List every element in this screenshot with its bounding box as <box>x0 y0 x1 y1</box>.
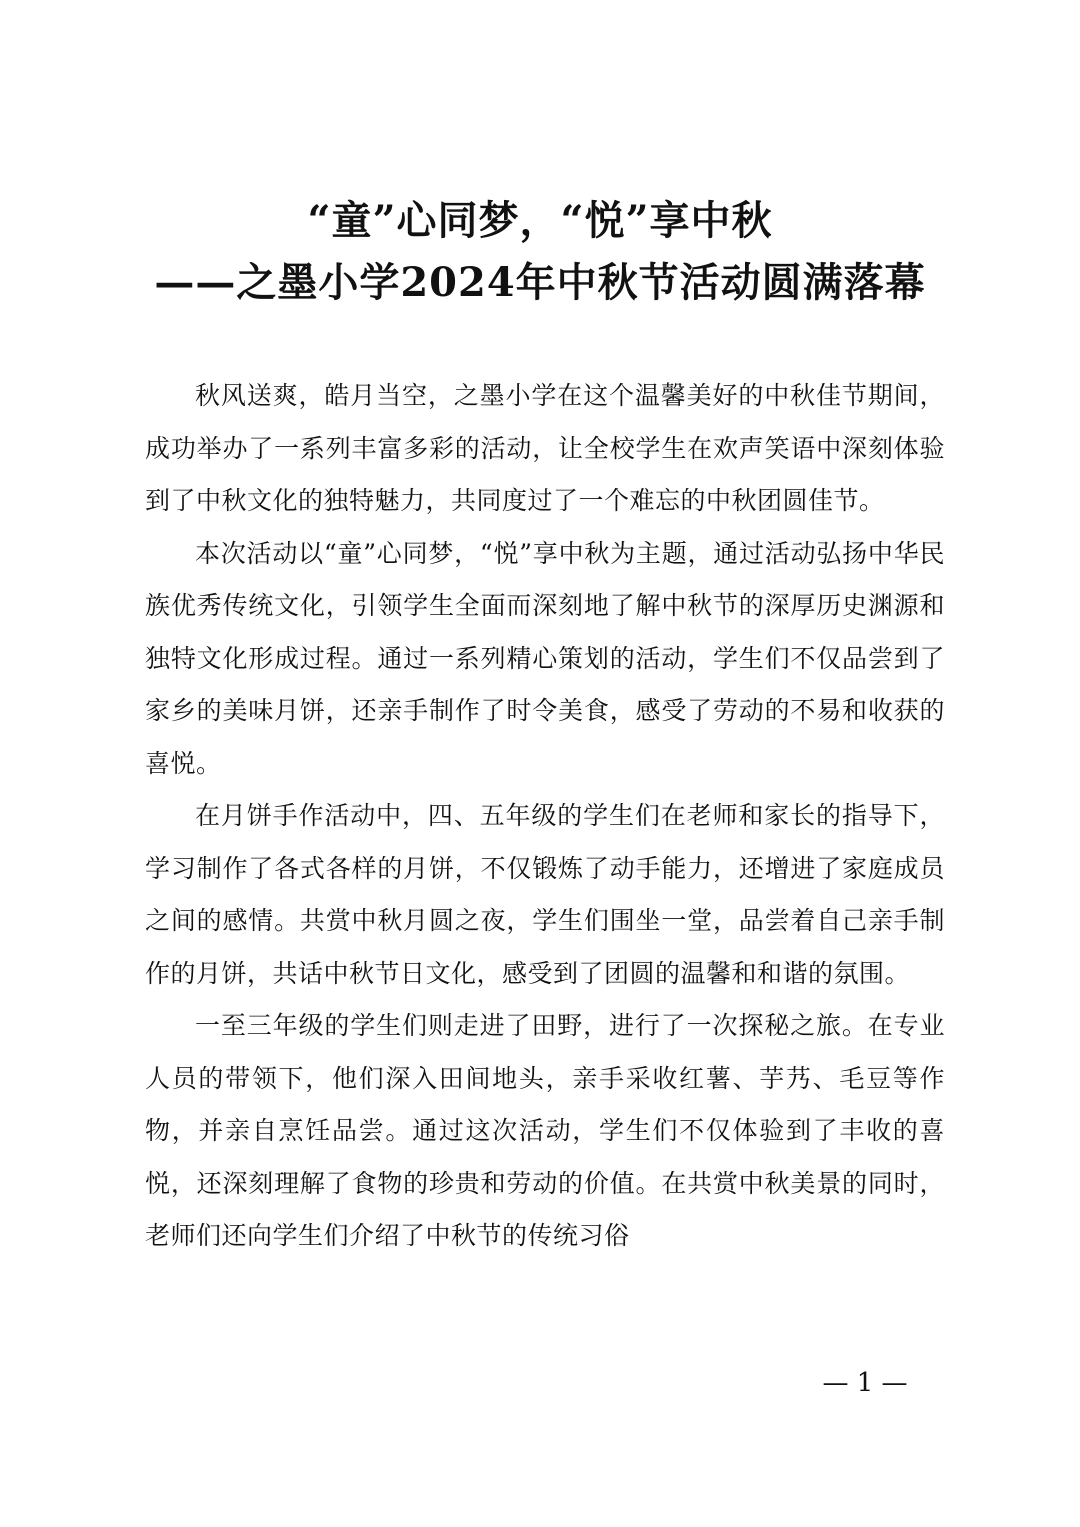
page-number: — 1 — <box>822 1368 908 1398</box>
paragraph-mooncake-activity: 在月饼手作活动中，四、五年级的学生们在老师和家长的指导下，学习制作了各式各样的月饼，不仅锻炼了动手能力，还增进了家庭成员之间的感情。共赏中秋月圆之夜，学生们围坐一堂，品尝着自己亲手制作的月饼，共话中秋节日文化，感受到了团圆的温馨和和谐的氛围。 <box>145 801 945 988</box>
title-block <box>100 190 980 314</box>
document-subtitle: ——之墨小学2024年中秋节活动圆满落幕 <box>154 259 926 306</box>
document-body <box>145 370 945 1263</box>
paragraph-theme: 本次活动以“童”心同梦，“悦”享中秋为主题，通过活动弘扬中华民族优秀传统文化，引领学生全面而深刻地了解中秋节的深厚历史渊源和独特文化形成过程。通过一系列精心策划的活动，学生们不仅品尝到了家乡的美味月饼，还亲手制作了时令美食，感受了劳动的不易和收获的喜悦。 <box>145 538 945 778</box>
paragraph-intro: 秋风送爽，皓月当空，之墨小学在这个温馨美好的中秋佳节期间，成功举办了一系列丰富多彩的活动，让全校学生在欢声笑语中深刻体验到了中秋文化的独特魅力，共同度过了一个难忘的中秋团圆佳节。 <box>145 381 945 515</box>
document-title: “童”心同梦，“悦”享中秋 <box>307 197 773 244</box>
paragraph-field-trip: 一至三年级的学生们则走进了田野，进行了一次探秘之旅。在专业人员的带领下，他们深入田间地头，亲手采收红薯、芋艿、毛豆等作物，并亲自烹饪品尝。通过这次活动，学生们不仅体验到了丰收的喜悦，还深刻理解了食物的珍贵和劳动的价值。在共赏中秋美景的同时，老师们还向学生们介绍了中秋节的传统习俗 <box>145 1011 945 1250</box>
